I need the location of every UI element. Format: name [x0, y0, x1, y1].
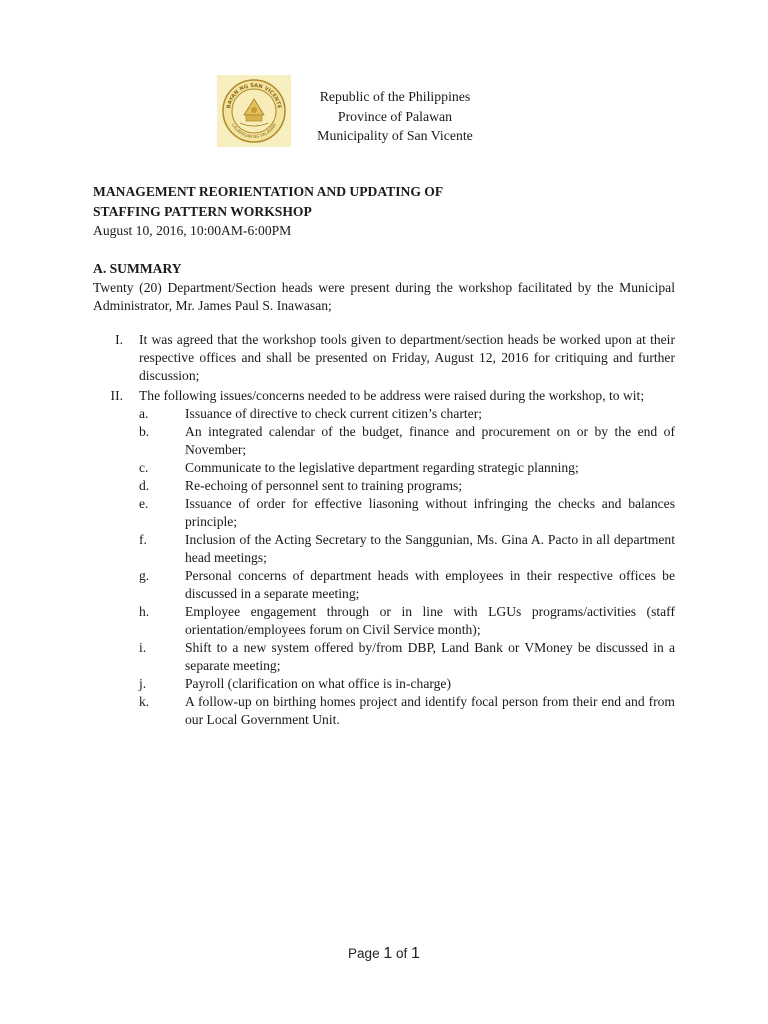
- sub-list-item: [139, 495, 675, 531]
- sub-item-letter: j.: [139, 676, 147, 691]
- seal-icon: [220, 77, 288, 145]
- total-page-count: 1: [411, 945, 420, 962]
- section-heading: A. SUMMARY: [93, 261, 182, 276]
- sub-item-letter: a.: [139, 406, 149, 421]
- sub-list-item: [139, 459, 675, 477]
- svg-text:LALAWIGAN NG PALAWAN: LALAWIGAN NG PALAWAN: [230, 122, 278, 140]
- sub-item-letter: b.: [139, 424, 150, 439]
- agency-line-municipality: Municipality of San Vicente: [317, 128, 473, 143]
- page-footer: [0, 945, 768, 963]
- sub-list-item: [139, 477, 675, 495]
- item-text: The following issues/concerns needed to be address were raised during the workshop, to wit;: [139, 388, 645, 403]
- title-line-1: MANAGEMENT REORIENTATION AND UPDATING OF: [93, 184, 444, 199]
- sub-item-text: Inclusion of the Acting Secretary to the Sanggunian, Ms. Gina A. Pacto in all department head meetings;: [185, 532, 675, 565]
- sub-item-text: Personal concerns of department heads with employees in their respective offices be discussed in a separate meeting;: [185, 568, 675, 601]
- document-title: [93, 182, 443, 221]
- sub-item-letter: g.: [139, 568, 150, 583]
- summary-intro: Twenty (20) Department/Section heads were present during the workshop facilitated by the Municipal Administrator, Mr. James Paul S. Inawasan;: [93, 280, 675, 313]
- svg-text:BAYAN NG SAN VICENTE: BAYAN NG SAN VICENTE: [226, 82, 282, 110]
- page-word: Page: [348, 946, 380, 961]
- agency-line-province: Province of Palawan: [337, 108, 453, 124]
- sub-item-letter: k.: [139, 694, 150, 709]
- sub-item-letter: d.: [139, 478, 150, 493]
- sub-item-text: Employee engagement through or in line with LGUs programs/activities (staff orientation/employees forum on Civil Service month);: [185, 604, 675, 637]
- agency-heading: [295, 87, 495, 146]
- list-item: [93, 331, 675, 385]
- sub-list-item: [139, 603, 675, 639]
- sub-item-text: Issuance of directive to check current citizen’s charter;: [185, 406, 483, 421]
- sub-item-letter: f.: [139, 532, 147, 547]
- sub-item-text: Communicate to the legislative department regarding strategic planning;: [185, 460, 579, 475]
- sub-list-item: [139, 675, 675, 693]
- sub-item-letter: e.: [139, 496, 149, 511]
- sub-list-item: [139, 423, 675, 459]
- sub-list-item: [139, 693, 675, 729]
- sub-item-text: An integrated calendar of the budget, finance and procurement on or by the end of November;: [185, 424, 675, 457]
- sub-list: [139, 405, 675, 729]
- sub-list-item: [139, 405, 675, 423]
- letterhead: [217, 75, 492, 147]
- roman-list: [93, 331, 675, 729]
- item-number: I.: [115, 332, 123, 347]
- municipal-seal: [217, 75, 291, 147]
- of-word: of: [396, 946, 408, 961]
- sub-item-text: Issuance of order for effective liasoning without infringing the checks and balances principle;: [185, 496, 675, 529]
- agency-line-republic: Republic of the Philippines: [319, 89, 471, 104]
- sub-list-item: [139, 567, 675, 603]
- sub-item-letter: h.: [139, 604, 150, 619]
- item-text: It was agreed that the workshop tools given to department/section heads be worked upon at their respective offices and shall be presented on Friday, August 12, 2016 for critiquing and further discussion;: [139, 332, 675, 383]
- sub-item-text: A follow-up on birthing homes project and identify focal person from their end and from our Local Government Unit.: [185, 694, 675, 727]
- item-number: II.: [110, 388, 123, 403]
- sub-item-text: Payroll (clarification on what office is in-charge): [185, 676, 451, 691]
- sub-item-text: Shift to a new system offered by/from DBP, Land Bank or VMoney be discussed in a separate meeting;: [185, 640, 675, 673]
- sub-item-text: Re-echoing of personnel sent to training programs;: [185, 478, 463, 493]
- current-page-number: 1: [383, 945, 393, 962]
- event-date: August 10, 2016, 10:00AM-6:00PM: [93, 223, 292, 238]
- sub-item-letter: c.: [139, 460, 149, 475]
- title-line-2: STAFFING PATTERN WORKSHOP: [93, 203, 312, 219]
- sub-item-letter: i.: [139, 640, 147, 655]
- sub-list-item: [139, 531, 675, 567]
- sub-list-item: [139, 639, 675, 675]
- list-item: [93, 387, 675, 729]
